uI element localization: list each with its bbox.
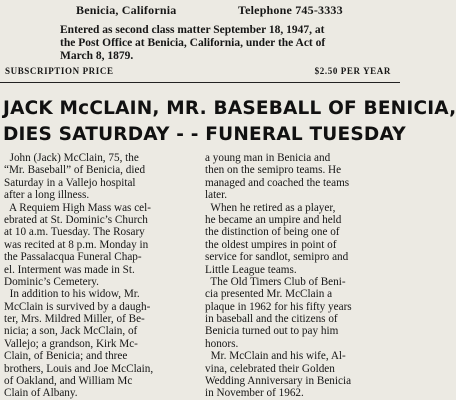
article-line: managed and coached the teams <box>205 176 350 189</box>
headline-line-2: DIES SATURDAY - - FUNERAL TUESDAY <box>3 124 406 145</box>
article-line: ebrated at St. Dominic’s Church <box>4 213 148 226</box>
article-line: he became an umpire and held <box>205 213 342 226</box>
postal-entry-notice <box>60 24 395 63</box>
article-line: In addition to his widow, Mr. <box>4 288 140 301</box>
article-line: When he retired as a player, <box>205 201 336 214</box>
article-line: the distinction of being one of <box>205 226 340 239</box>
headline-line-1: JACK McCLAIN, MR. BASEBALL OF BENICIA, <box>3 98 456 119</box>
article-line: in baseball and the citizens of <box>205 313 338 326</box>
article-line: John (Jack) McClain, 75, the <box>4 152 139 164</box>
subscription-line <box>5 66 395 78</box>
article-line: then on the semipro teams. He <box>205 164 342 177</box>
article-line: Benicia turned out to pay him <box>205 325 339 338</box>
masthead <box>8 3 392 17</box>
divider-rule <box>0 82 400 83</box>
article-line: Saturday in a Vallejo hospital <box>4 176 136 189</box>
entry-notice-line: March 8, 1879. <box>60 50 134 62</box>
masthead-phone: Telephone 745-3333 <box>238 3 343 17</box>
article-line: “Mr. Baseball” of Benicia, died <box>4 164 146 177</box>
article-line: in November of 1962. <box>205 387 304 400</box>
entry-notice-line: the Post Office at Benicia, California, under the Act of <box>60 37 326 49</box>
entry-notice-line: Entered as second class matter September 18, 1947, at <box>60 24 325 36</box>
article-line: a young man in Benicia and <box>205 152 331 164</box>
article-line: Vallejo; a grandson, Kirk Mc- <box>4 337 138 350</box>
article-line: was recited at 8 p.m. Monday in <box>4 238 149 251</box>
article-line: ter, Mrs. Mildred Miller, of Be- <box>4 313 145 326</box>
article-line: later. <box>205 189 228 202</box>
article-line: nicia; a son, Jack McClain, of <box>4 325 138 338</box>
masthead-city: Benicia, California <box>76 3 177 17</box>
article-line: after a long illness. <box>4 189 90 202</box>
article-line: brothers, Louis and Joe McClain, <box>4 362 154 375</box>
article-line: plaque in 1962 for his fifty years <box>205 300 352 313</box>
article-line: Mr. McClain and his wife, Al- <box>205 350 346 363</box>
article-line: service for sandlot, semipro and <box>205 251 349 264</box>
article-line: Wedding Anniversary in Benicia <box>205 375 352 388</box>
article-line: the Passalacqua Funeral Chap- <box>4 251 142 264</box>
article-line: Clain of Albany. <box>4 387 78 400</box>
article-line: the oldest umpires in point of <box>205 238 337 251</box>
article-line: vina, celebrated their Golden <box>205 362 335 375</box>
article-line: cia presented Mr. McClain a <box>205 288 333 301</box>
article-line: of Oakland, and William Mc <box>4 375 133 388</box>
article-line: honors. <box>205 337 239 350</box>
article-column-right <box>205 152 397 400</box>
article-line: A Requiem High Mass was cel- <box>4 201 151 214</box>
article-line: at 10 a.m. Tuesday. The Rosary <box>4 226 145 239</box>
article-line: el. Interment was made in St. <box>4 263 135 276</box>
article-line: Clain, of Benicia; and three <box>4 350 128 363</box>
article-column-left <box>4 152 199 400</box>
subscription-label: SUBSCRIPTION PRICE <box>5 66 114 76</box>
article-line: The Old Timers Club of Beni- <box>205 275 346 288</box>
article-line: Dominic’s Cemetery. <box>4 275 99 288</box>
article-line: McClain is survived by a daugh- <box>4 300 151 313</box>
article-line: Little League teams. <box>205 263 297 276</box>
subscription-price: $2.50 PER YEAR <box>314 66 391 76</box>
